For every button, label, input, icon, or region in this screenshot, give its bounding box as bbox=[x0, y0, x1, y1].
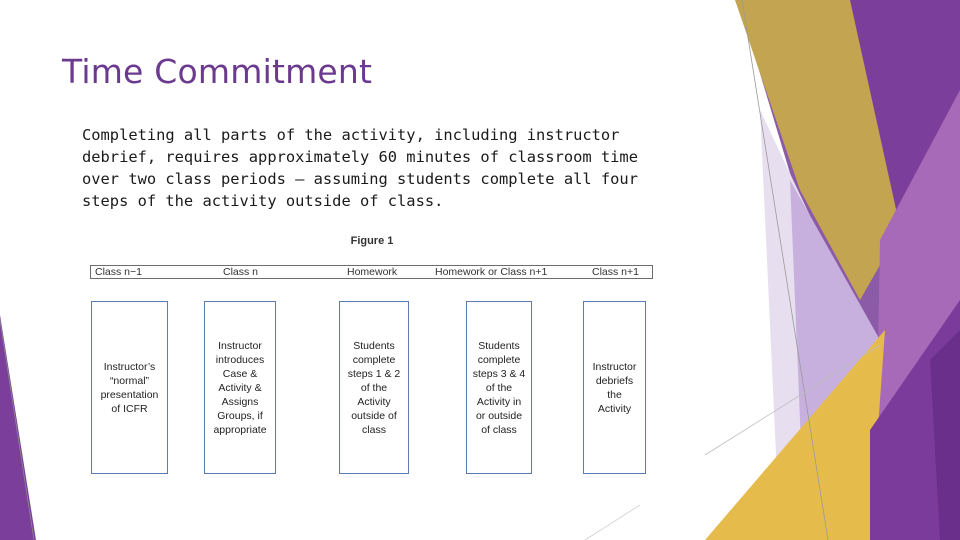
slide-title: Time Commitment bbox=[62, 52, 373, 91]
step-box-3 bbox=[339, 301, 409, 474]
step-box-4 bbox=[466, 301, 532, 474]
step-text-3: Students complete steps 1 & 2 of the Activity outside of class bbox=[347, 339, 401, 436]
timeline-label-class-n-minus-1: Class n−1 bbox=[95, 266, 142, 278]
figure-1 bbox=[86, 230, 658, 482]
step-box-1 bbox=[91, 301, 168, 474]
thin-line-3 bbox=[585, 505, 640, 540]
purple-triangle-left bbox=[0, 315, 36, 540]
timeline-label-homework: Homework bbox=[347, 266, 398, 278]
timeline-bar bbox=[90, 265, 653, 279]
timeline-label-homework-or-class-n-plus-1: Homework or Class n+1 bbox=[435, 266, 548, 278]
timeline-label-class-n-plus-1: Class n+1 bbox=[592, 266, 639, 278]
decorative-shapes-left bbox=[0, 0, 40, 540]
step-text-2: Instructor introduces Case & Activity & Assigns Groups, if appropriate bbox=[213, 339, 267, 436]
step-text-4: Students complete steps 3 & 4 of the Activity in or outside of class bbox=[472, 339, 526, 436]
step-box-2 bbox=[204, 301, 276, 474]
step-text-1: Instructor’s “normal” presentation of ICFR bbox=[100, 360, 159, 415]
figure-caption: Figure 1 bbox=[350, 235, 394, 247]
step-text-5: Instructor debriefs the Activity bbox=[592, 360, 637, 415]
slide-body-text: Completing all parts of the activity, including instructor debrief, requires approximately 60 minutes of classroom time over two class periods – assuming students complete all four steps of the activity outside of class. bbox=[82, 126, 638, 210]
step-box-5 bbox=[583, 301, 646, 474]
timeline-label-class-n: Class n bbox=[223, 266, 259, 278]
